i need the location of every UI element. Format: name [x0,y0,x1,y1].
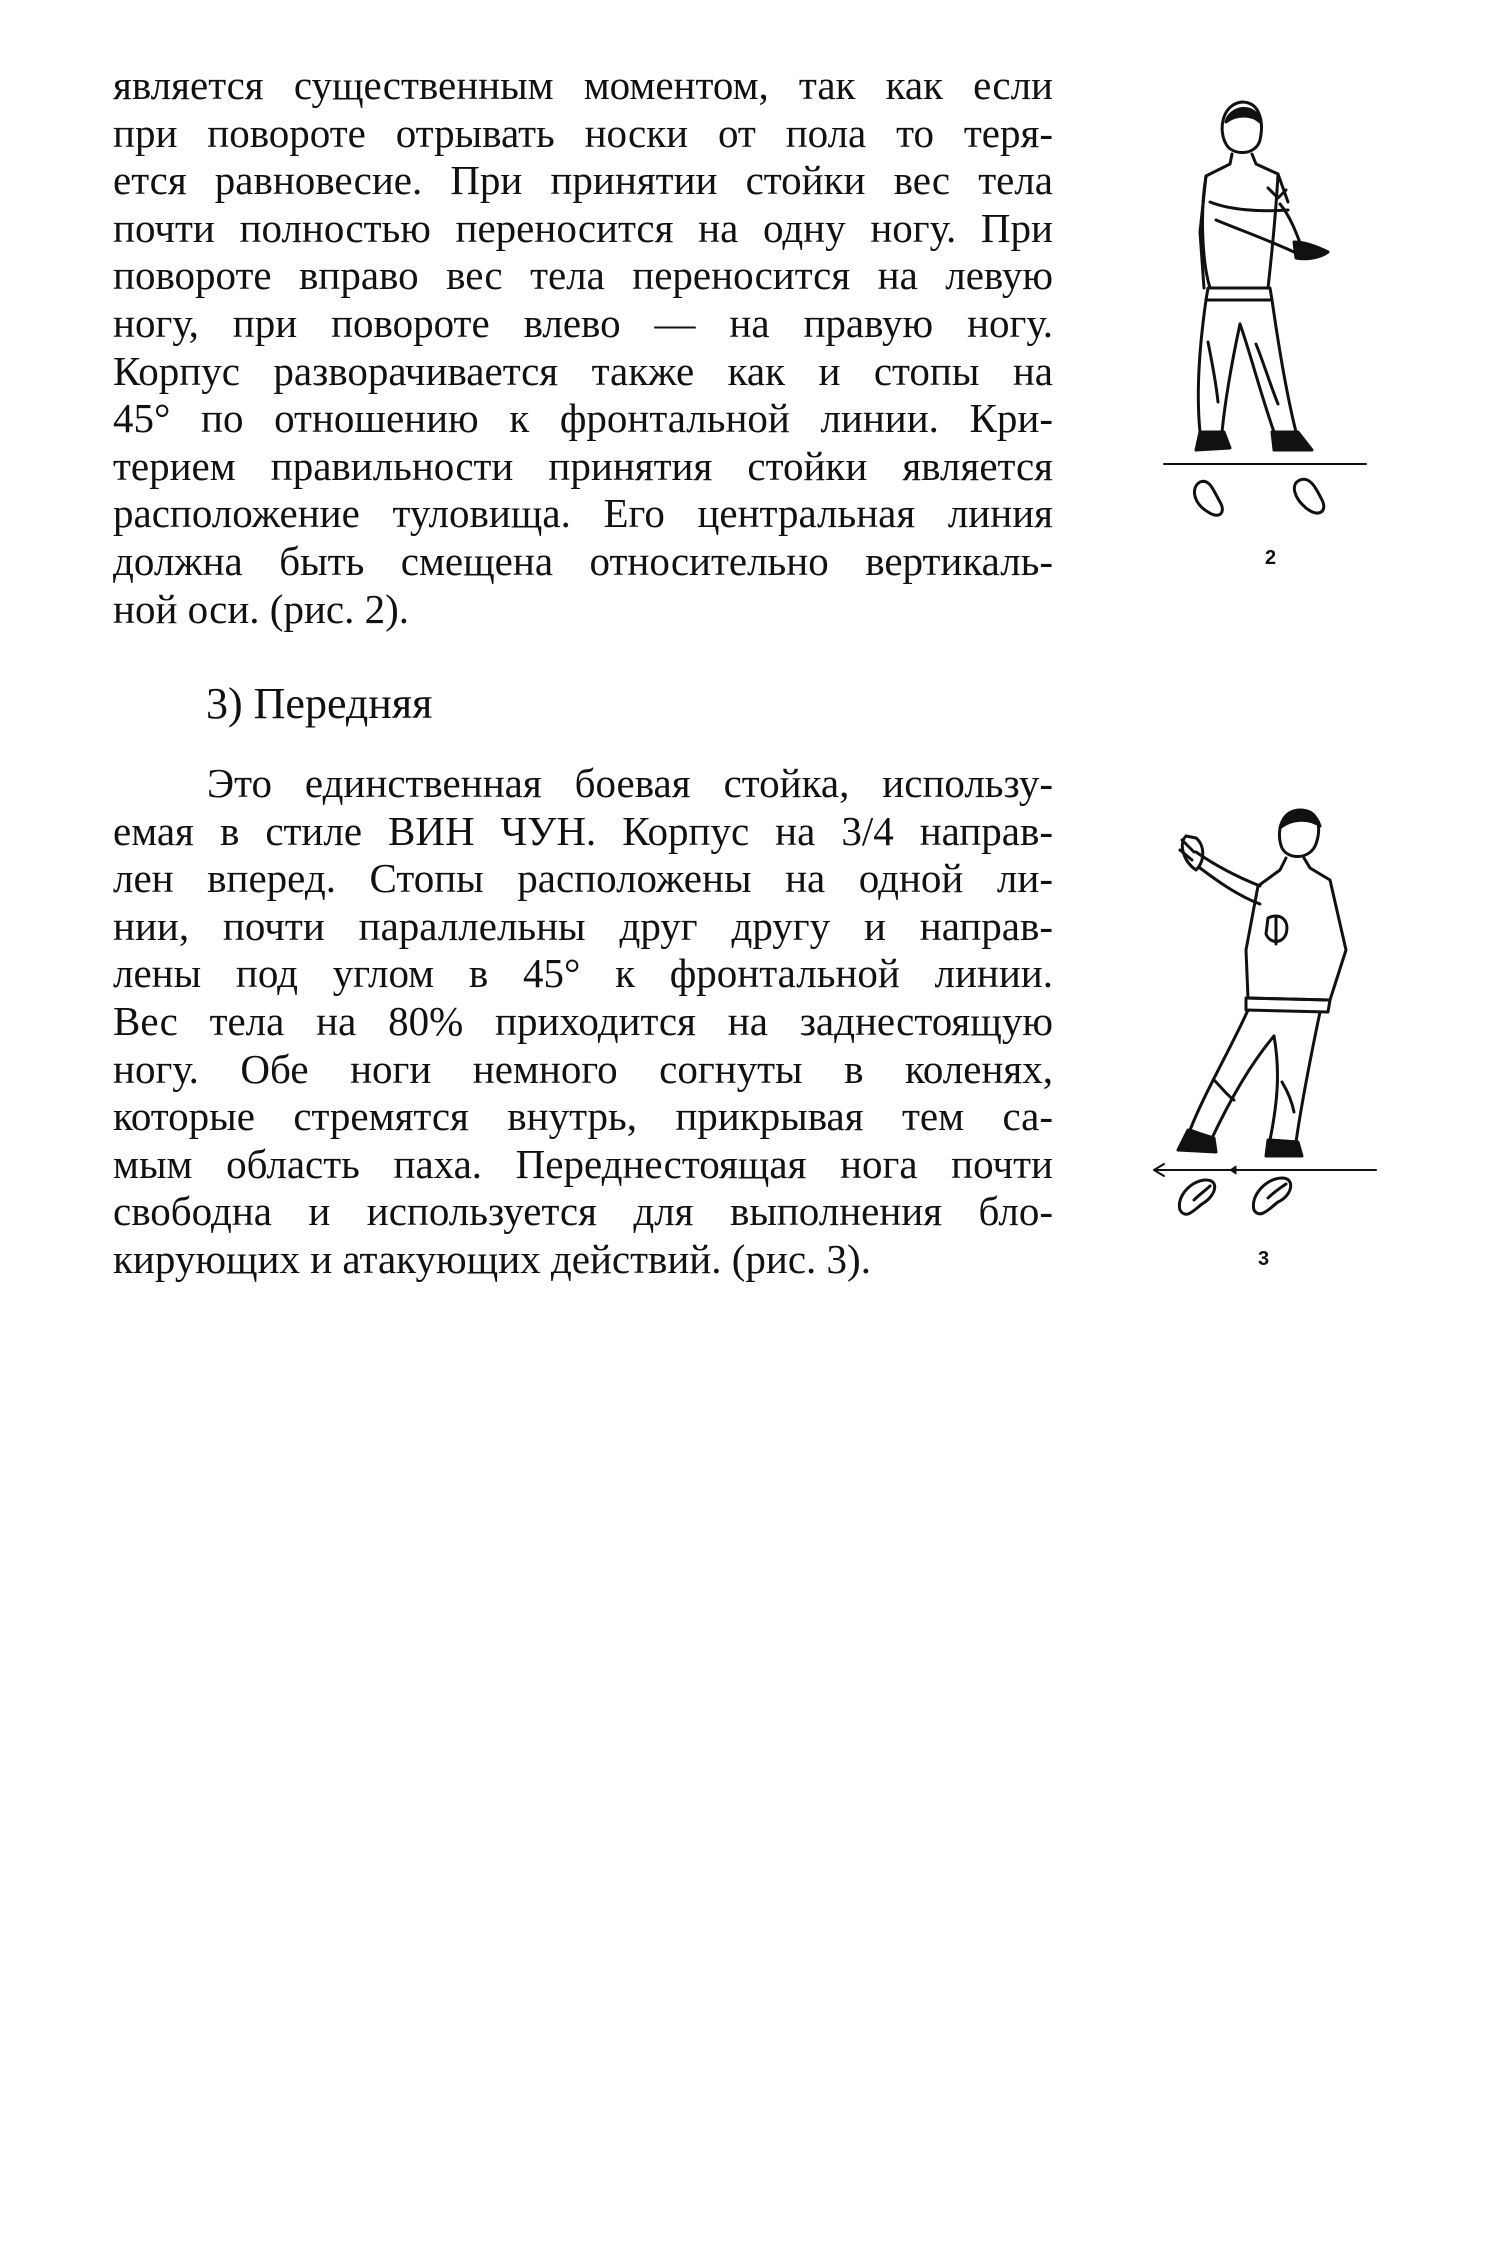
paragraph-2-line: Вес тела на 80% приходится на заднестоящую [113,997,1053,1044]
paragraph-2-line: мым область паха. Переднестоящая нога почти [113,1140,1053,1187]
paragraph-2-line: свободна и используется для выполнения бло- [113,1188,1053,1235]
paragraph-1-line: ется равновесие. При принятии стойки вес тела [113,157,1053,204]
figure-2-number: 2 [1265,547,1277,569]
paragraph-1-line: повороте вправо вес тела переносится на левую [113,252,1053,299]
paragraph-2-line: кирующих и атакующих действий. (рис. 3). [113,1235,871,1282]
paragraph-2-line: нии, почти параллельны друг другу и направ- [113,902,1053,949]
paragraph-1-line: почти полностью переносится на одну ногу. При [113,204,1053,251]
paragraph-1-line: расположение туловища. Его центральная линия [113,490,1053,537]
paragraph-2-line: емая в стиле ВИН ЧУН. Корпус на 3/4 направ- [113,807,1053,854]
paragraph-1-line: Корпус разворачивается также как и стопы на [113,347,1053,394]
paragraph-1-line: 45° по отношению к фронтальной линии. Кри- [113,395,1053,442]
paragraph-2-line: которые стремятся внутрь, прикрывая тем са- [113,1093,1053,1140]
paragraph-2-line: Это единственная боевая стойка, использу- [207,760,1053,806]
paragraph-1-line: является существенным моментом, так как если [113,62,1053,108]
paragraph-1-line: при повороте отрывать носки от пола то теря- [113,109,1053,156]
stance-figure-3-drawing [1150,800,1380,1270]
paragraph-2-line: лен вперед. Стопы расположены на одной ли- [113,855,1053,902]
paragraph-1 [113,62,1053,633]
paragraph-2 [113,760,1053,1284]
figure-3-number: 3 [1258,1248,1270,1270]
paragraph-1-line: ной оси. (рис. 2). [113,585,409,632]
stance-figure-2-drawing [1160,92,1370,572]
paragraph-2-line: лены под углом в 45° к фронтальной линии. [113,950,1053,997]
figure-2-stance-illustration [1160,92,1370,572]
figure-3-forward-stance-illustration [1150,800,1380,1270]
paragraph-1-line: терием правильности принятия стойки является [113,442,1053,489]
paragraph-1-line: должна быть смещена относительно вертикаль- [113,537,1053,584]
section-heading: 3) Передняя [206,679,433,728]
paragraph-2-line: ногу. Обе ноги немного согнуты в коленях, [113,1045,1053,1092]
paragraph-1-line: ногу, при повороте влево — на правую ногу. [113,299,1053,346]
